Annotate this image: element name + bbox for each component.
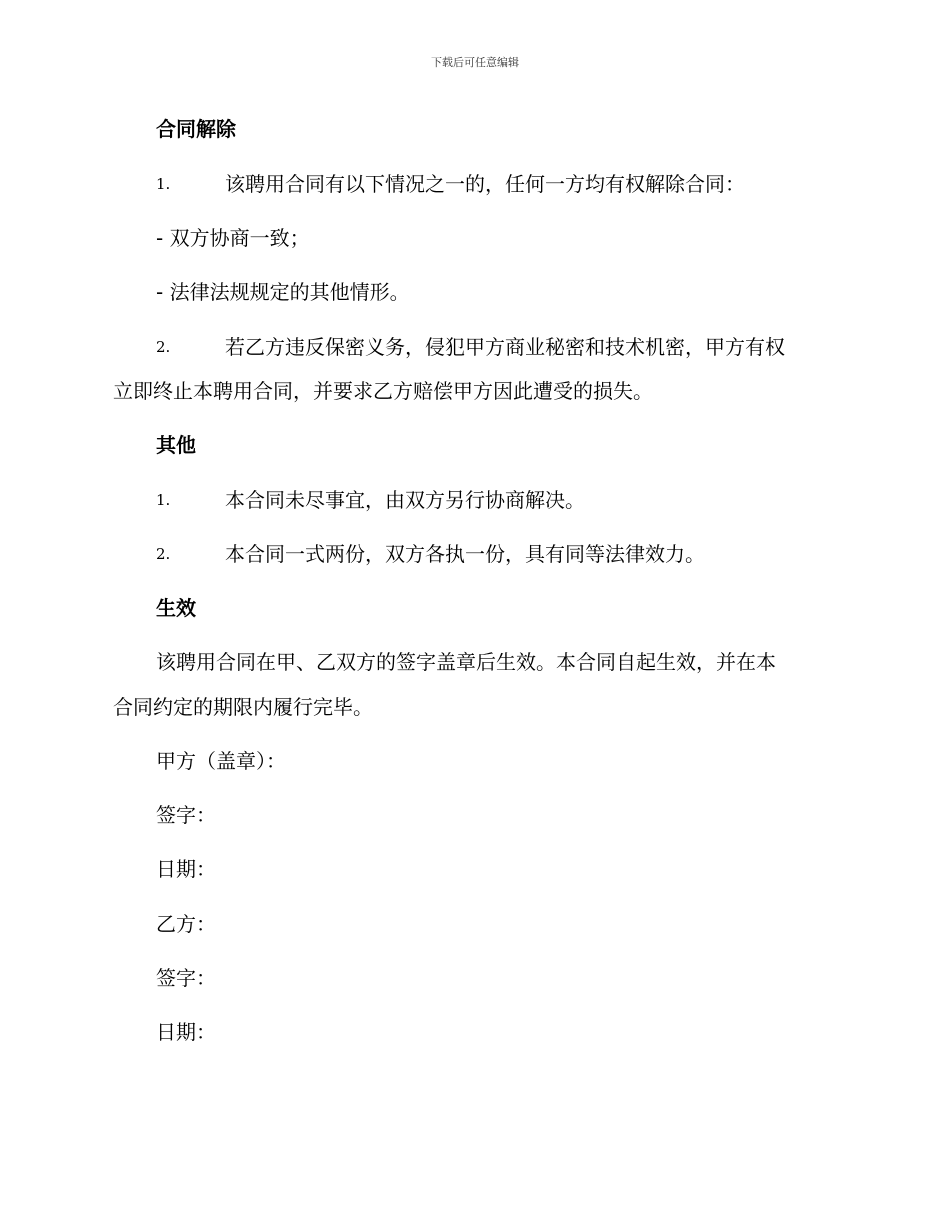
other-item2-text: 本合同一式两份，双方各执一份，具有同等法律效力。 [225,542,705,566]
party-b-label: 乙方： [156,912,216,936]
termination-item2-text-line2: 立即终止本聘用合同，并要求乙方赔偿甲方因此遭受的损失。 [113,379,653,403]
party-a-signature-label: 签字： [156,803,216,827]
termination-item1-number: 1. [156,175,171,193]
party-b-date-label: 日期： [156,1020,216,1044]
party-a-seal-label: 甲方（盖章）： [156,749,286,773]
section-title-effect: 生效 [156,596,196,620]
termination-item2-text-line1: 若乙方违反保密义务，侵犯甲方商业秘密和技术机密，甲方有权 [225,335,785,359]
section-title-termination: 合同解除 [156,117,236,141]
section-title-other: 其他 [156,433,196,457]
other-item1-text: 本合同未尽事宜，由双方另行协商解决。 [225,488,585,512]
effect-paragraph-line1: 该聘用合同在甲、乙双方的签字盖章后生效。本合同自起生效，并在本 [156,650,776,674]
other-item1-number: 1. [156,491,171,509]
header-note: 下载后可任意编辑 [431,56,519,69]
party-a-date-label: 日期： [156,857,216,881]
termination-bullet-2: - 法律法规规定的其他情形。 [156,280,410,304]
other-item2-number: 2. [156,545,171,563]
party-b-signature-label: 签字： [156,966,216,990]
termination-item2-number: 2. [156,338,171,356]
termination-bullet-1: - 双方协商一致； [156,226,310,250]
termination-item1-text: 该聘用合同有以下情况之一的，任何一方均有权解除合同： [225,172,745,196]
effect-paragraph-line2: 合同约定的期限内履行完毕。 [113,695,373,719]
